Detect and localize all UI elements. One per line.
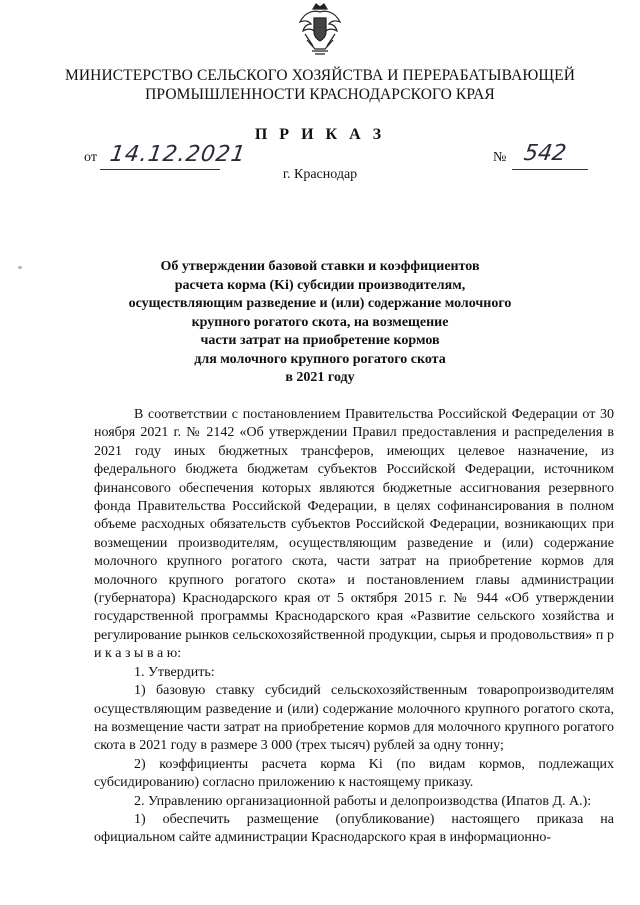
preamble-paragraph: В соответствии с постановлением Правительства Российской Федерации от 30 ноября 2021 г. № 2142 «Об утверждении Правил предоставления и распределения в 2021 году иных бюджетных трансферов, имеющих целевое назначение, из федерального бюджета бюджетам субъектов Российской Федерации, источником финансового обеспечения которых являются бюджетные ассигнования резервного фонда Правительства Российской Федерации, в целях софинансирования в полном объеме расходных обязательств субъектов Российской Федерации, возникающих при возмещении производителям, осуществляющим разведение и (или) содержание молочного крупного рогатого скота, части затрат на приобретение кормов для молочного крупного рогатого скота» и постановлением главы администрации (губернатора) Краснодарского края от 5 октября 2015 г. № 944 «Об утверждении государственной программы Краснодарского края «Развитие сельского хозяйства и регулирование рынков сельскохозяйственной продукции, сырья и продовольствия» п р и к а з ы в а ю:: [94, 407, 614, 662]
subject-line: Об утверждении базовой ставки и коэффициентов: [160, 259, 480, 274]
order-body: [94, 406, 614, 848]
clause-2: 2. Управлению организационной работы и делопроизводства (Ипатов Д. А.):: [134, 793, 592, 809]
order-number: 542: [522, 141, 568, 166]
order-number-label: №: [493, 150, 507, 165]
city: г. Краснодар: [282, 167, 358, 182]
subject-line: расчета корма (Ki) субсидии производителям,: [174, 277, 466, 293]
krasnodar-coat-of-arms-icon: [297, 2, 343, 56]
clause-1-item-2: 2) коэффициенты расчета корма Ki (по видам кормов, подлежащих субсидированию) согласно приложению к настоящему приказу.: [94, 756, 614, 791]
order-subject: [0, 258, 640, 388]
clause-1: 1. Утвердить:: [134, 664, 215, 680]
clause-1-item-1: 1) базовую ставку субсидий сельскохозяйственным товаропроизводителям осуществляющим разведение и (или) содержание молочного крупного рогатого скота, на возмещение части затрат на приобретение кормов для молочного крупного рогатого скота в 2021 году в размере 3 000 (трех тысяч) рублей за одну тонну;: [94, 683, 614, 754]
order-date: 14.12.2021: [108, 142, 248, 167]
subject-line: части затрат на приобретение кормов: [200, 333, 440, 348]
document-type: П Р И К А З: [254, 126, 386, 143]
ministry-name: [0, 66, 640, 104]
ministry-line-2: ПРОМЫШЛЕННОСТИ КРАСНОДАРСКОГО КРАЯ: [145, 86, 495, 103]
ministry-line-1: МИНИСТЕРСТВО СЕЛЬСКОГО ХОЗЯЙСТВА И ПЕРЕРАБАТЫВАЮЩЕЙ: [64, 67, 575, 84]
subject-line: осуществляющим разведение и (или) содержание молочного: [128, 296, 512, 311]
subject-line: для молочного крупного рогатого скота: [194, 351, 446, 367]
subject-line: крупного рогатого скота, на возмещение: [191, 314, 449, 330]
date-from-label: от: [84, 150, 97, 165]
clause-2-item-1: 1) обеспечить размещение (опубликование) настоящего приказа на официальном сайте администрации Краснодарского края в информационно-: [94, 811, 614, 846]
subject-line: в 2021 году: [285, 370, 355, 385]
